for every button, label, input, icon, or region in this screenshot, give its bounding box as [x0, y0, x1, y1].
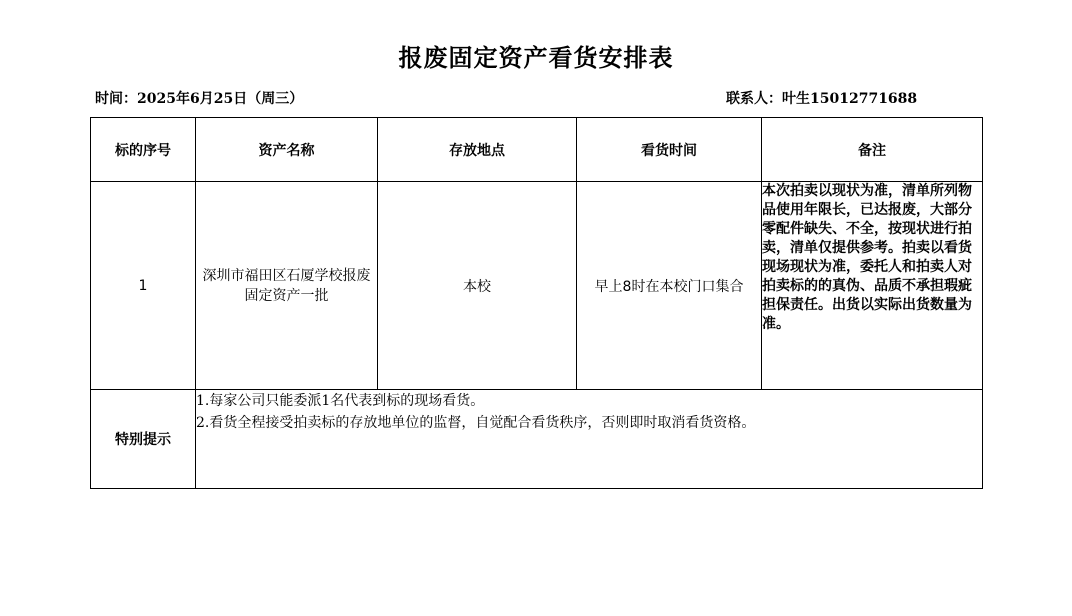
special-notice-content	[196, 390, 983, 489]
table-header-row	[91, 118, 983, 182]
page-title: 报废固定资产看货安排表	[398, 43, 674, 72]
special-notice-label: 特别提示	[91, 390, 196, 489]
notice-line-1: 1.每家公司只能委派1名代表到标的现场看货。	[196, 393, 485, 409]
cell-viewing-time: 早上8时在本校门口集合	[577, 182, 762, 390]
viewing-date: 时间：2025年6月25日（周三）	[95, 91, 304, 107]
cell-location: 本校	[378, 182, 577, 390]
viewing-schedule-table	[90, 117, 983, 489]
cell-seq: 1	[91, 182, 196, 390]
table-row	[91, 182, 983, 390]
cell-asset-name: 深圳市福田区石厦学校报废固定资产一批	[196, 182, 378, 390]
header-seq: 标的序号	[91, 118, 196, 182]
header-location: 存放地点	[378, 118, 577, 182]
header-viewing-time: 看货时间	[577, 118, 762, 182]
special-notice-row	[91, 390, 983, 489]
cell-remarks: 本次拍卖以现状为准，清单所列物品使用年限长，已达报废，大部分零配件缺失、不全，按现状进行拍卖，清单仅提供参考。拍卖以看货现场现状为准，委托人和拍卖人对拍卖标的的真伪、品质不承担瑕疵担保责任。出货以实际出货数量为准。	[762, 182, 983, 390]
header-remarks: 备注	[762, 118, 983, 182]
contact-person: 联系人：叶生15012771688	[726, 91, 918, 107]
header-asset-name: 资产名称	[196, 118, 378, 182]
notice-line-2: 2.看货全程接受拍卖标的存放地单位的监督，自觉配合看货秩序，否则即时取消看货资格。	[196, 415, 756, 431]
